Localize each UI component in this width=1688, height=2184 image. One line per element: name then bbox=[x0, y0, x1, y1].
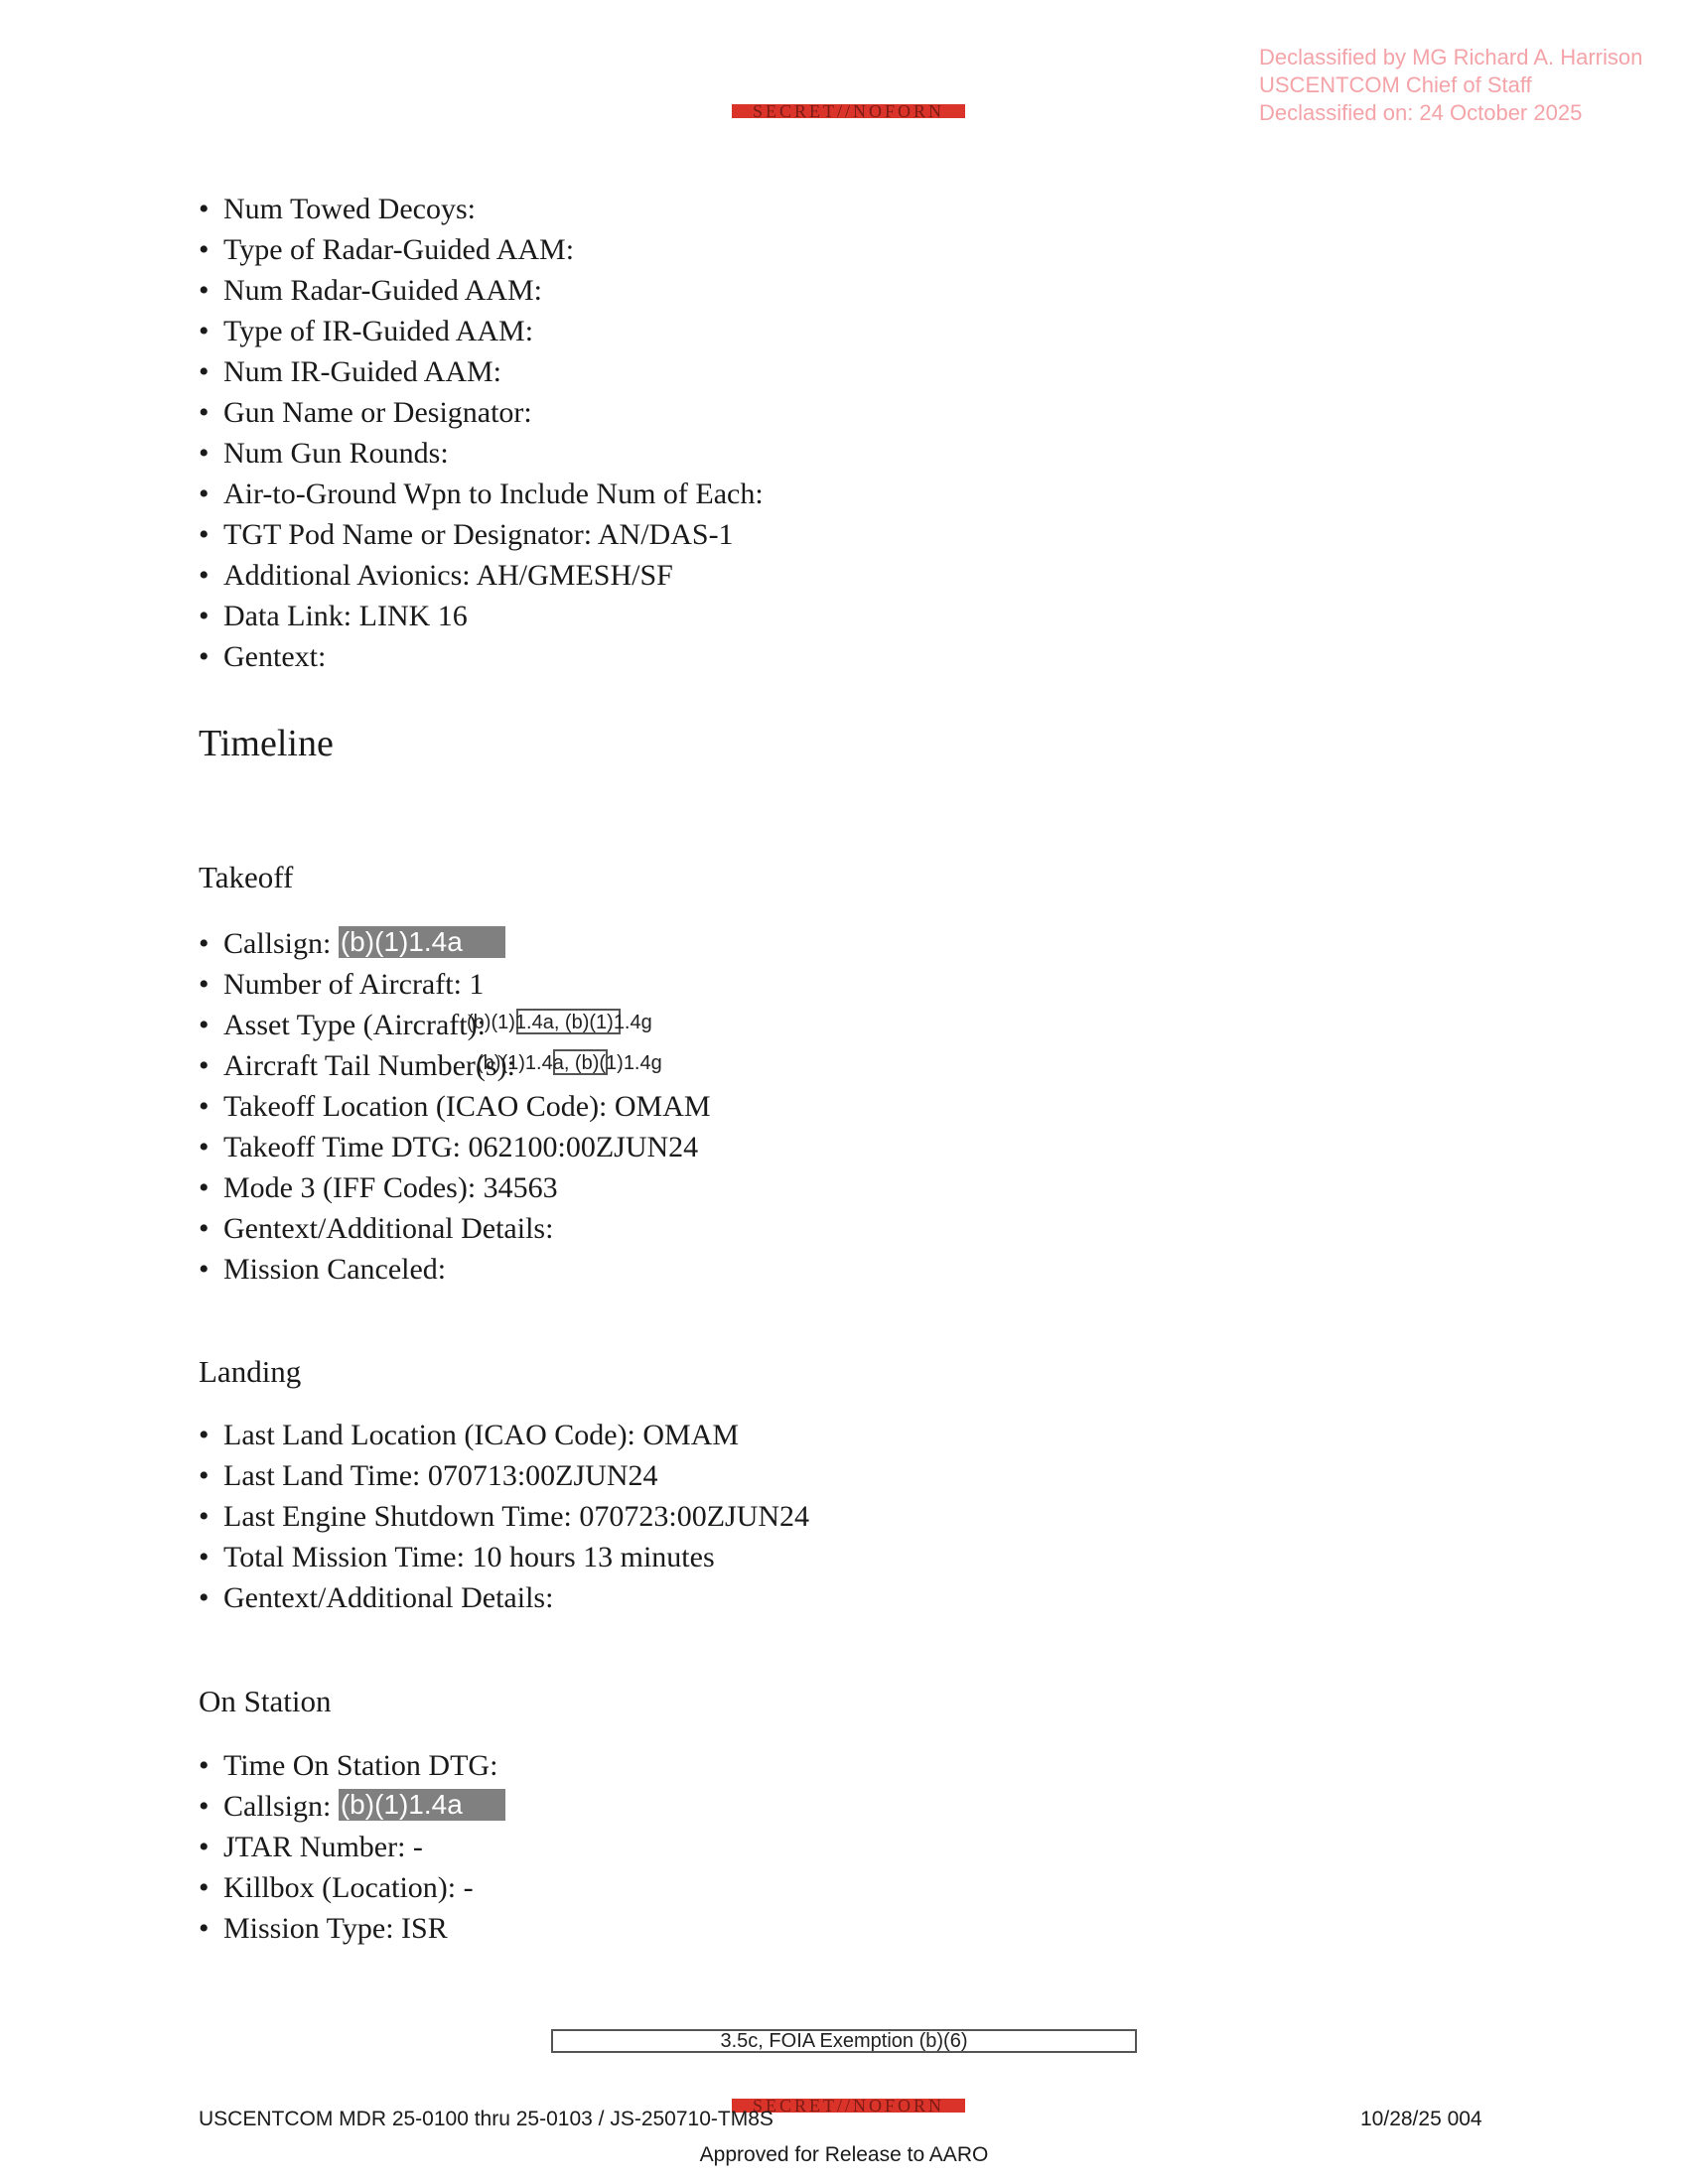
list-item: • Data Link: LINK 16 bbox=[199, 596, 764, 636]
weapons-list bbox=[199, 189, 764, 677]
list-item: • Type of Radar-Guided AAM: bbox=[199, 229, 764, 270]
list-item-mission-canceled: • Mission Canceled: bbox=[199, 1249, 711, 1290]
list-item: • Total Mission Time: 10 hours 13 minutes bbox=[199, 1537, 809, 1577]
asset-type-label: Asset Type (Aircraft): bbox=[223, 1009, 486, 1041]
list-item-jtar-number: • JTAR Number: - bbox=[199, 1827, 505, 1867]
list-item: • Gentext/Additional Details: bbox=[199, 1577, 809, 1618]
list-item: • Air-to-Ground Wpn to Include Num of Each: bbox=[199, 474, 764, 514]
list-item-time-on-station: • Time On Station DTG: bbox=[199, 1745, 505, 1786]
landing-list bbox=[199, 1415, 809, 1618]
declassification-line-1: Declassified by MG Richard A. Harrison bbox=[1259, 45, 1643, 69]
footer-document-id: USCENTCOM MDR 25-0100 thru 25-0103 / JS-250710-TM8S bbox=[199, 2108, 774, 2130]
list-item: • Gentext: bbox=[199, 636, 764, 677]
callsign-redaction: (b)(1)1.4a bbox=[339, 926, 505, 958]
footer-date-code: 10/28/25 004 bbox=[1360, 2108, 1482, 2130]
list-item-callsign bbox=[199, 1786, 505, 1827]
landing-heading: Landing bbox=[199, 1354, 302, 1389]
list-item-takeoff-time: • Takeoff Time DTG: 062100:00ZJUN24 bbox=[199, 1127, 711, 1167]
callsign-label: Callsign: bbox=[223, 927, 332, 960]
list-item-mission-type: • Mission Type: ISR bbox=[199, 1908, 505, 1949]
classification-marking-top: SECRET//NOFORN bbox=[732, 104, 965, 118]
list-item-number-of-aircraft: • Number of Aircraft: 1 bbox=[199, 964, 711, 1005]
tail-number-label: Aircraft Tail Number(s): bbox=[223, 1049, 515, 1082]
declassification-stamp bbox=[1259, 44, 1642, 127]
list-item: • Last Land Location (ICAO Code): OMAM bbox=[199, 1415, 809, 1455]
list-item: • Type of IR-Guided AAM: bbox=[199, 311, 764, 351]
tail-number-redaction: (b)(1)1.4a, (b)(1)1.4g bbox=[477, 1052, 662, 1074]
timeline-heading: Timeline bbox=[199, 723, 334, 764]
callsign-redaction: (b)(1)1.4a bbox=[339, 1789, 505, 1821]
list-item: • Gun Name or Designator: bbox=[199, 392, 764, 433]
list-item: • Last Engine Shutdown Time: 070723:00ZJUN24 bbox=[199, 1496, 809, 1537]
list-item: • Additional Avionics: AH/GMESH/SF bbox=[199, 555, 764, 596]
asset-type-redaction: (b)(1)1.4a, (b)(1)1.4g bbox=[467, 1012, 652, 1033]
callsign-label: Callsign: bbox=[223, 1790, 332, 1823]
list-item-gentext: • Gentext/Additional Details: bbox=[199, 1208, 711, 1249]
list-item: • Last Land Time: 070713:00ZJUN24 bbox=[199, 1455, 809, 1496]
takeoff-list bbox=[199, 923, 711, 1290]
list-item: • TGT Pod Name or Designator: AN/DAS-1 bbox=[199, 514, 764, 555]
foia-exemption-box: 3.5c, FOIA Exemption (b)(6) bbox=[551, 2029, 1137, 2053]
takeoff-heading: Takeoff bbox=[199, 860, 294, 894]
on-station-list bbox=[199, 1745, 505, 1949]
classification-marking-bottom: SECRET//NOFORN bbox=[732, 2099, 965, 2113]
list-item-mode-3: • Mode 3 (IFF Codes): 34563 bbox=[199, 1167, 711, 1208]
list-item: • Num IR-Guided AAM: bbox=[199, 351, 764, 392]
on-station-heading: On Station bbox=[199, 1684, 332, 1718]
list-item: • Num Radar-Guided AAM: bbox=[199, 270, 764, 311]
footer-release-note: Approved for Release to AARO bbox=[699, 2143, 989, 2166]
list-item: • Num Towed Decoys: bbox=[199, 189, 764, 229]
list-item: • Num Gun Rounds: bbox=[199, 433, 764, 474]
declassification-line-3: Declassified on: 24 October 2025 bbox=[1259, 100, 1583, 125]
list-item-callsign bbox=[199, 923, 711, 964]
list-item-killbox: • Killbox (Location): - bbox=[199, 1867, 505, 1908]
declassification-line-2: USCENTCOM Chief of Staff bbox=[1259, 72, 1532, 97]
list-item-takeoff-location: • Takeoff Location (ICAO Code): OMAM bbox=[199, 1086, 711, 1127]
